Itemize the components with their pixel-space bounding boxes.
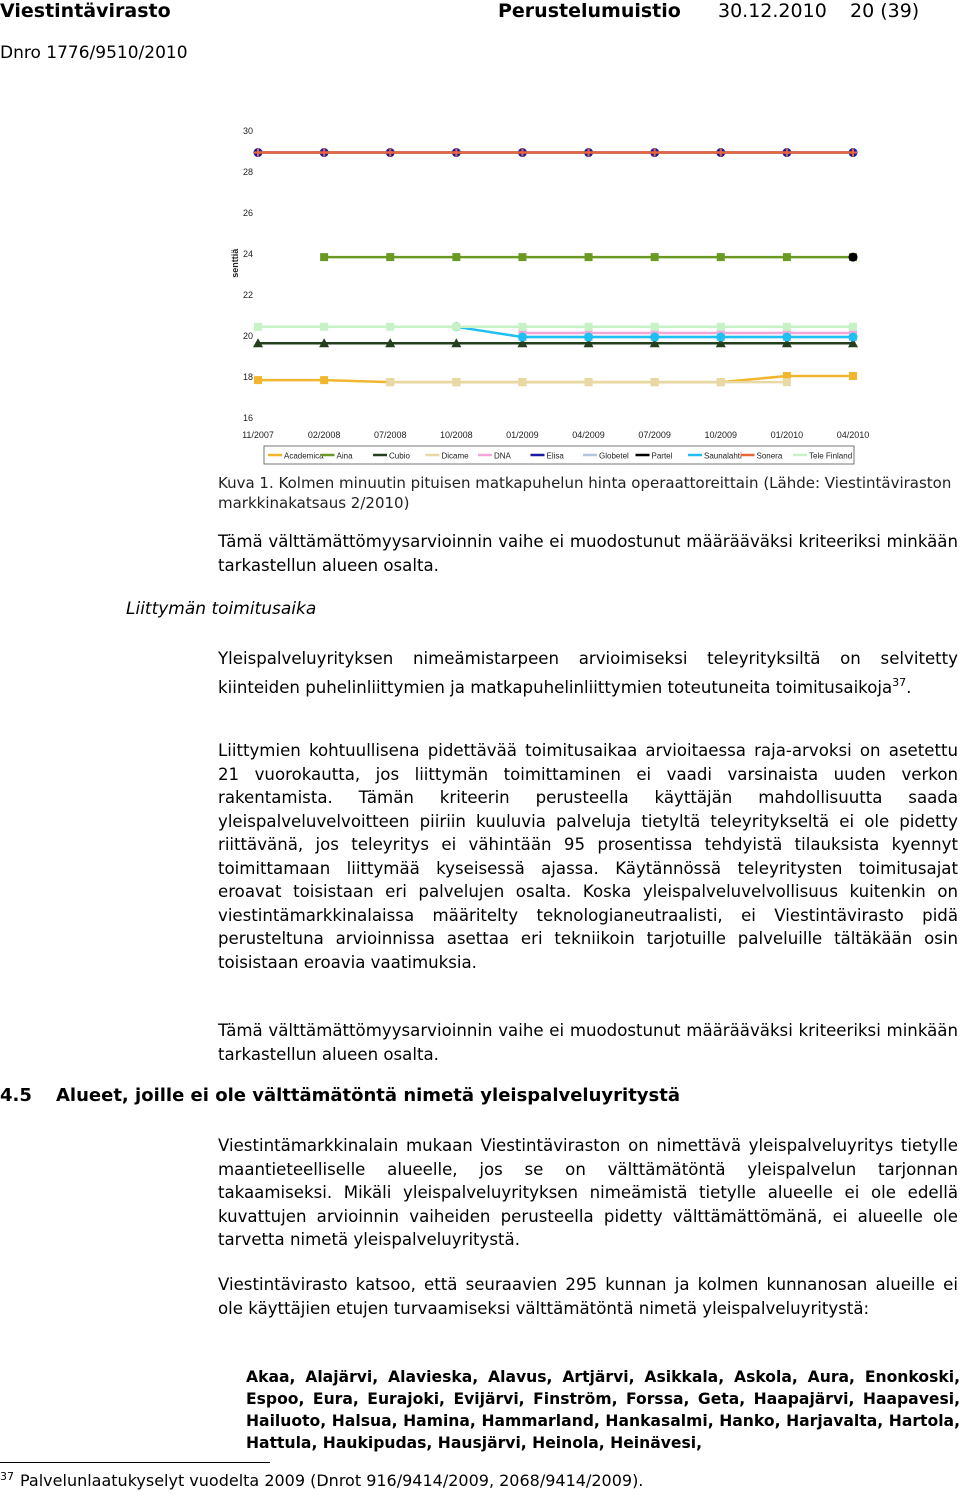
legend-label: Academica	[284, 451, 324, 461]
paragraph-4: Tämä välttämättömyysarvioinnin vaihe ei muodostunut määrääväksi kriteeriksi minkään tarkastellun alueen osalta.	[218, 1021, 958, 1064]
footnote-divider	[0, 1462, 270, 1463]
data-point	[716, 333, 725, 342]
data-point	[320, 376, 328, 384]
y-tick-label: 28	[242, 167, 253, 177]
legend-label: Partel	[651, 451, 673, 461]
data-point	[585, 253, 593, 261]
header-org: Viestintävirasto	[0, 0, 171, 22]
x-tick-label: 10/2008	[440, 430, 473, 440]
header-doc-type: Perustelumuistio	[498, 0, 681, 22]
data-point	[452, 253, 460, 261]
data-point	[386, 323, 394, 331]
price-line-chart	[0, 110, 960, 470]
x-tick-label: 07/2009	[638, 430, 671, 440]
figure-caption: Kuva 1. Kolmen minuutin pituisen matkapuhelun hinta operaattoreittain (Lähde: Viestintäviraston markkinakatsaus 2/2010)	[218, 474, 952, 512]
y-tick-label: 20	[242, 331, 253, 341]
data-point	[386, 378, 394, 386]
footnote-number: 37	[0, 1470, 14, 1483]
footnote-text: Palvelunlaatukyselyt vuodelta 2009 (Dnrot 916/9414/2009, 2068/9414/2009).	[20, 1471, 644, 1490]
paragraph-3: Liittymien kohtuullisena pidettävää toimitusaikaa arvioitaessa raja-arvoksi on asetettu 21 vuorokautta, jos liittymän toimittaminen ei vaadi varsinaista uuden verkon rakentamista. Tämän kriteerin perusteella käyttäjän mahdollisuutta saada yleispalveluvelvoitteen piiriin kuuluvia palveluja tietyltä teleyritykseltä ei ole pidetty riittävänä, jos teleyritys ei vähintään 95 prosentissa tehdyistä tilauksista kyennyt toimittamaan liittymää kyseisessä ajassa. Käytännössä teleyritysten toimitusajat eroavat toisistaan eri palvelujen osalta. Koska yleispalveluvelvollisuus kuitenkin on viestintämarkkinalaissa määritelty teknologianeutraalisti, ei Viestintävirasto pidä perusteltuna arvioinnissa asettaa eri tekniikoin tarjotuille palveluille tältäkään osin toisistaan eroavia vaatimuksia.	[218, 741, 958, 972]
data-point	[651, 323, 659, 331]
data-point	[651, 253, 659, 261]
data-point	[717, 378, 725, 386]
legend-label: Sonera	[756, 451, 783, 461]
data-point	[518, 253, 526, 261]
y-axis-label: senttiä	[230, 248, 240, 278]
section-title: Alueet, joille ei ole välttämätöntä nimetä yleispalveluyritystä	[56, 1085, 680, 1106]
data-point	[849, 253, 858, 262]
footnote	[0, 1470, 643, 1490]
x-tick-label: 02/2008	[307, 430, 341, 440]
legend-label: Elisa	[546, 451, 564, 461]
paragraph-2-text: Yleispalveluyrityksen nimeämistarpeen arvioimiseksi teleyrityksiltä on selvitetty kiinteiden puhelinliittymien ja matkapuhelinliittymien toteutuneita toimitusaikoja	[218, 649, 958, 697]
data-point	[782, 333, 791, 342]
x-tick-label: 04/2010	[836, 430, 870, 440]
data-point	[254, 376, 262, 384]
data-point	[585, 378, 593, 386]
data-point	[783, 253, 791, 261]
legend-label: Saunalahti	[704, 451, 742, 461]
y-tick-label: 22	[242, 290, 253, 300]
data-point	[849, 323, 857, 331]
data-point	[320, 323, 328, 331]
x-tick-label: 04/2009	[572, 430, 605, 440]
data-point	[849, 333, 858, 342]
data-point	[585, 323, 593, 331]
x-tick-label: 01/2010	[770, 430, 804, 440]
paragraph-5: Viestintämarkkinalain mukaan Viestintäviraston on nimettävä yleispalveluyritys tietylle maantieteelliselle alueelle, jos se on välttämätöntä yleispalvelun tarjonnan takaamiseksi. Mikäli yleispalveluyrityksen nimeämistä tietylle alueelle ei ole edellä kuvattujen arvioinnin vaiheiden perusteella pidetty välttämättömänä, ei alueelle ole tarvetta nimetä yleispalveluyritystä.	[218, 1136, 958, 1249]
y-tick-label: 26	[242, 208, 253, 218]
header-page: 20 (39)	[850, 0, 920, 22]
data-point	[783, 378, 791, 386]
paragraph-6: Viestintävirasto katsoo, että seuraavien 295 kunnan ja kolmen kunnanosan alueille ei ole käyttäjien etujen turvaamiseksi välttämätöntä nimetä yleispalveluyritystä:	[218, 1275, 958, 1318]
paragraph-1: Tämä välttämättömyysarvioinnin vaihe ei muodostunut määrääväksi kriteeriksi minkään tarkastellun alueen osalta.	[218, 532, 958, 575]
x-tick-label: 07/2008	[373, 430, 407, 440]
y-tick-label: 16	[242, 413, 253, 423]
data-point	[651, 378, 659, 386]
x-tick-label: 11/2007	[242, 430, 274, 440]
data-point	[584, 333, 593, 342]
data-point	[386, 253, 394, 261]
paragraph-2-end: .	[906, 677, 912, 697]
data-point	[783, 323, 791, 331]
legend-label: Cubio	[389, 451, 410, 461]
side-heading: Liittymän toimitusaika	[126, 599, 317, 619]
data-point	[650, 333, 659, 342]
legend-label: Aina	[336, 451, 353, 461]
data-point	[452, 323, 460, 331]
data-point	[717, 253, 725, 261]
data-point	[849, 372, 857, 380]
header-date: 30.12.2010	[718, 0, 827, 22]
paragraph-2	[218, 647, 958, 699]
legend-label: Dicame	[441, 451, 469, 461]
x-tick-label: 01/2009	[506, 430, 539, 440]
y-tick-label: 18	[242, 372, 253, 382]
data-point	[518, 333, 527, 342]
x-tick-label: 10/2009	[704, 430, 738, 440]
municipality-list: Akaa, Alajärvi, Alavieska, Alavus, Artjärvi, Asikkala, Askola, Aura, Enonkoski, Espoo, Eura, Eurajoki, Evijärvi, Finström, Forssa, Geta, Haapajärvi, Haapavesi, Hailuoto, Halsua, Hamina, Hammarland, Hankasalmi, Hanko, Harjavalta, Hartola, Hattula, Haukipudas, Hausjärvi, Heinola, Heinävesi,	[246, 1368, 960, 1452]
legend-label: Tele Finland	[809, 451, 853, 461]
section-number: 4.5	[0, 1085, 32, 1106]
legend-label: Globetel	[599, 451, 629, 461]
y-tick-label: 24	[242, 249, 253, 259]
data-point	[717, 323, 725, 331]
footnote-ref: 37	[892, 675, 907, 689]
data-point	[518, 378, 526, 386]
data-point	[320, 253, 328, 261]
data-point	[518, 323, 526, 331]
header-dnro: Dnro 1776/9510/2010	[0, 43, 188, 63]
data-point	[254, 323, 262, 331]
data-point	[452, 378, 460, 386]
y-tick-label: 30	[242, 126, 253, 136]
legend-label: DNA	[494, 451, 511, 461]
section-heading	[0, 1085, 680, 1106]
